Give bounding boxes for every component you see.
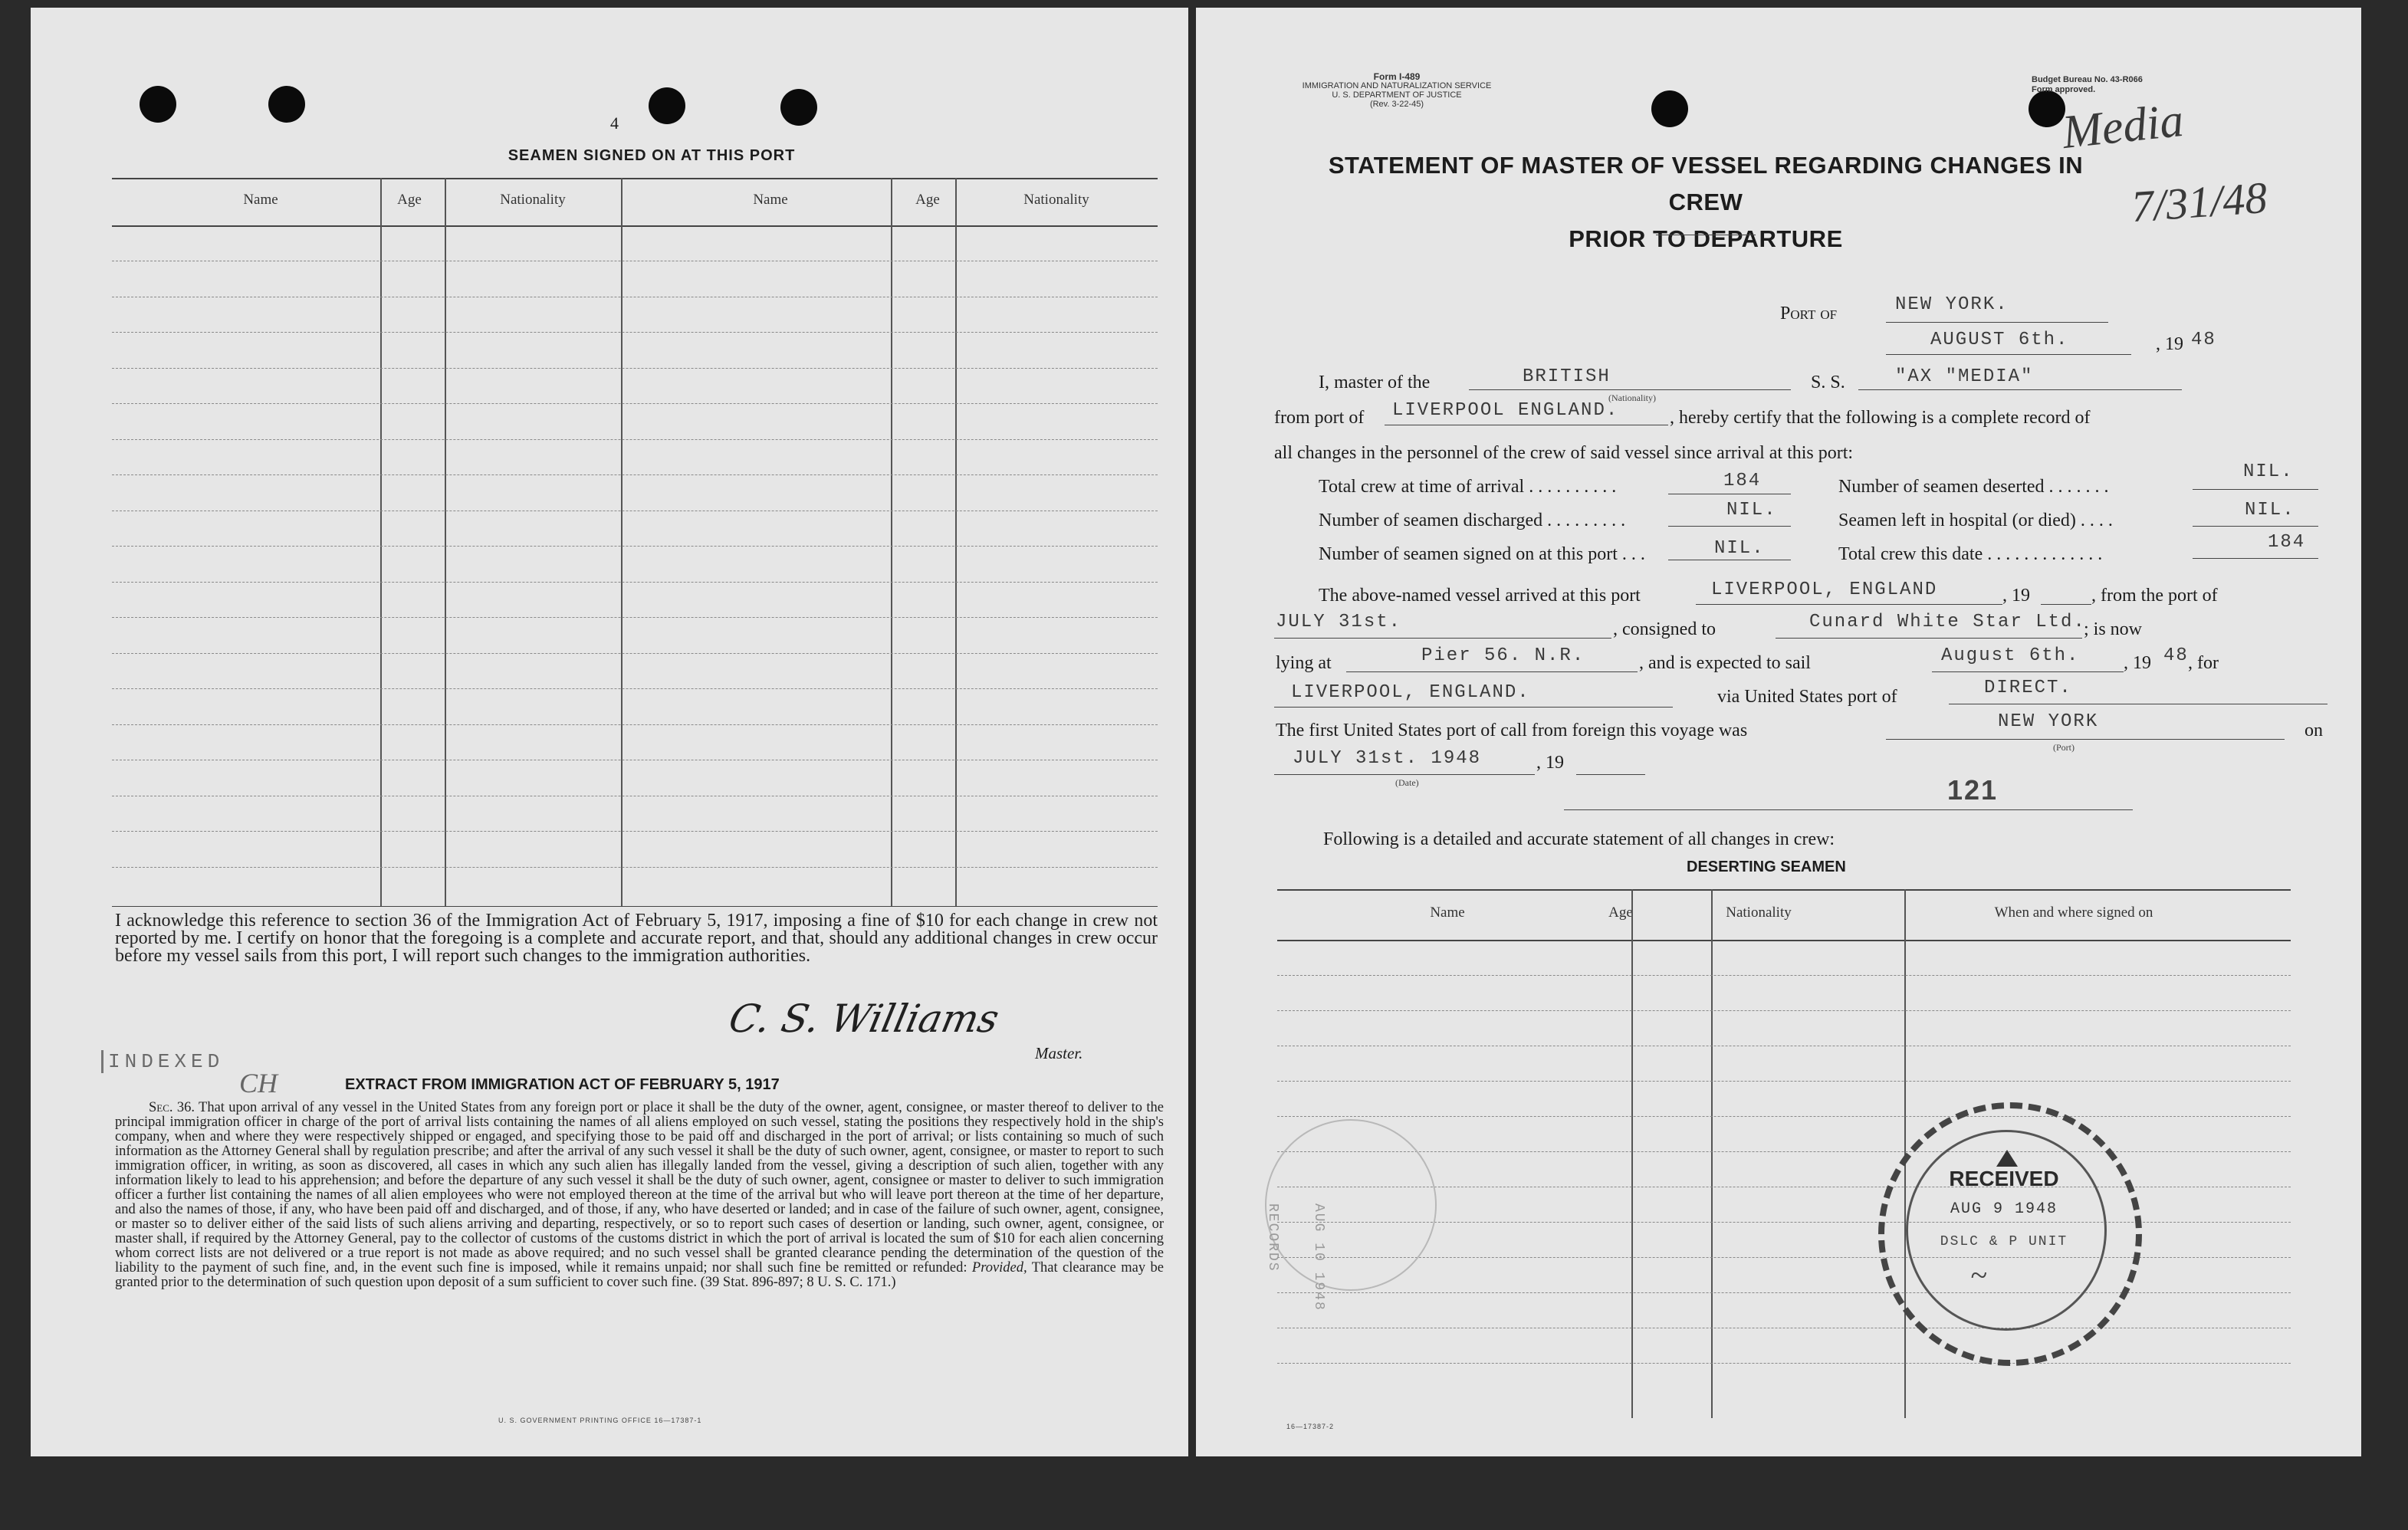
nationality-caption: (Nationality) [1608, 392, 1656, 403]
sail-year-prefix: , 19 [2124, 653, 2151, 673]
punch-hole [649, 87, 685, 124]
table-row [1277, 1363, 2291, 1364]
agency-line2: U. S. DEPARTMENT OF JUSTICE [1332, 90, 1462, 100]
col-header-name: Name [243, 192, 278, 208]
agency-line1: IMMIGRATION AND NATURALIZATION SERVICE [1302, 81, 1492, 90]
col-header-age: Age [1608, 905, 1633, 921]
hospital-value: NIL. [2245, 500, 2295, 520]
form-title [1311, 147, 2101, 258]
port-caption: (Port) [2053, 742, 2075, 753]
col-header-when-where: When and where signed on [1994, 905, 2153, 921]
deserted-label: Number of seamen deserted . . . . . . . [1838, 477, 2109, 497]
form-header [1274, 72, 1519, 109]
table-row [112, 688, 1158, 689]
table-row [112, 653, 1158, 654]
port-label: Port of [1780, 304, 1838, 323]
table-row [112, 867, 1158, 868]
col-header-age: Age [397, 192, 422, 208]
table-row [112, 724, 1158, 725]
total-crew-today-label: Total crew this date . . . . . . . . . . . . . [1838, 544, 2103, 564]
faint-stamp [1265, 1119, 1437, 1291]
table-row [112, 332, 1158, 333]
extract-lead: Sec. 36. [149, 1100, 195, 1115]
total-crew-arrival-label: Total crew at time of arrival . . . . . . . . . . [1319, 477, 1617, 497]
printing-office: U. S. GOVERNMENT PRINTING OFFICE 16—17387-1 [498, 1417, 702, 1424]
destination-value: LIVERPOOL, ENGLAND. [1291, 682, 1530, 703]
table-row [112, 368, 1158, 369]
date-value: AUGUST 6th. [1930, 330, 2069, 350]
port-value: NEW YORK. [1895, 294, 2009, 315]
col-header-nationality: Nationality [1023, 192, 1089, 208]
first-port-date: JULY 31st. 1948 [1293, 748, 1482, 769]
budget-bureau [2032, 75, 2143, 95]
table-row [1277, 1292, 2291, 1293]
deserting-title: DESERTING SEAMEN [1687, 859, 1846, 875]
deserted-value: NIL. [2243, 461, 2294, 482]
table-row [112, 617, 1158, 618]
extract-provided: Provided, [971, 1260, 1027, 1276]
printing-code: 16—17387-2 [1286, 1423, 1335, 1430]
table-row [112, 831, 1158, 832]
extract-tail: That clearance may be granted prior to the determination of such question upon deposit of a sum sufficient to cover such fine. (39 Stat. 896-897; 8 U. S. C. 171.) [115, 1260, 1164, 1290]
received-stamp-office: DSLC & P UNIT [1940, 1234, 2068, 1249]
lying-at-label: lying at [1276, 653, 1332, 673]
for-label: , for [2188, 653, 2219, 673]
from-port-label: from port of [1274, 408, 1365, 428]
received-stamp-date: AUG 9 1948 [1950, 1200, 2058, 1218]
col-header-nationality: Nationality [1726, 905, 1792, 921]
table-row [112, 439, 1158, 440]
punch-hole [780, 89, 817, 126]
sail-year-value: 48 [2163, 645, 2189, 666]
table-row [1277, 975, 2291, 976]
revision: (Rev. 3-22-45) [1369, 100, 1424, 109]
budget-line2: Form approved. [2032, 85, 2096, 94]
arrival-date: JULY 31st. [1276, 612, 1402, 632]
received-stamp-label: RECEIVED [1949, 1167, 2059, 1190]
title-line1: STATEMENT OF MASTER OF VESSEL REGARDING CHANGES IN CREW [1328, 152, 2084, 215]
left-page [31, 8, 1188, 1456]
stamped-number: 121 [1947, 774, 1999, 806]
arrived-label: The above-named vessel arrived at this port [1319, 586, 1641, 606]
signed-on-value: NIL. [1714, 538, 1765, 559]
budget-line1: Budget Bureau No. 43-R066 [2032, 75, 2143, 84]
discharged-label: Number of seamen discharged . . . . . . . . . [1319, 511, 1626, 530]
seamen-signed-title: SEAMEN SIGNED ON AT THIS PORT [508, 147, 796, 164]
first-port-label: The first United States port of call from foreign this voyage was [1276, 721, 1748, 740]
extract-title: EXTRACT FROM IMMIGRATION ACT OF FEBRUARY 5, 1917 [345, 1076, 780, 1093]
punch-hole [268, 86, 305, 123]
ship-name-value: "AX "MEDIA" [1895, 366, 2034, 387]
received-initials-scribble: ~ [1970, 1258, 1987, 1292]
nationality-value: BRITISH [1523, 366, 1611, 387]
arrow-up-icon [1996, 1150, 2018, 1167]
table-row [112, 582, 1158, 583]
col-header-nationality: Nationality [500, 192, 566, 208]
consignee-value: Cunard White Star Ltd. [1809, 612, 2086, 632]
extract-body: That upon arrival of any vessel in the United States from any foreign port or place it shall be the duty of the owner, agent, consignee, or master thereof to deliver to the principal immigration officer in charge of the port of arrival lists containing the names of all aliens employed on such vessel, stating the positions they respectively hold in the ship's company, when and where they were respectively shipped or engaged, and specifying those to be paid off and discharged in the port of arrival; or lists containing so much of such information as the Attorney General shall by regulation prescribe; and after the arrival of any such vessel it shall be the duty of such owner, agent, consignee, or master to report to such immigration officer, in writing, as soon as discovered, all cases in which any such alien has illegally landed from the vessel, giving a description of such alien, together with any information likely to lead to his apprehension; and before the departure of any such vessel it shall be the duty of such owner, agent, consignee or master to deliver to such immigration officer a further list containing the names of all alien employees who were not employed thereon at the time of the arrival but who will leave port thereon at the time of her departure, and also the names of those, if any, who have been paid off and discharged, and of those, if any, who have deserted or landed; and in case of the failure of such owner, agent, consignee, or master so to deliver either of the said lists of such aliens arriving and departing, respectively, or so to report such cases of desertion or landing, such owner, agent, consignee, or master shall, if required by the Attorney General, pay to the collector of customs of the customs district in which the port of arrival is located the sum of $10 for each alien concerning whom correct lists are not delivered or a true report is not made as above required; and no such vessel shall be granted clearance pending the determination of the question of the liability to the payment of such fine, and, in the event such fine is imposed, while it remains unpaid; nor shall such fine be remitted or refunded: [115, 1100, 1164, 1276]
from-port-of-label: , from the port of [2091, 586, 2218, 606]
certify-text2: all changes in the personnel of the crew of said vessel since arrival at this port: [1274, 443, 1854, 463]
handwritten-ship-name: Media [2059, 94, 2186, 159]
signed-on-label: Number of seamen signed on at this port . . . [1319, 544, 1645, 564]
arrived-value: LIVERPOOL, ENGLAND [1711, 579, 1938, 600]
indexed-initials: CH [239, 1068, 278, 1098]
master-of-label: I, master of the [1319, 373, 1431, 392]
signature-role: Master. [1035, 1044, 1083, 1062]
via-value: DIRECT. [1984, 678, 2072, 698]
ss-label: S. S. [1811, 373, 1845, 392]
punch-hole [1651, 90, 1688, 127]
punch-hole [140, 86, 176, 123]
table-row [112, 546, 1158, 547]
from-port-value: LIVERPOOL ENGLAND. [1392, 400, 1619, 421]
handwritten-date: 7/31/48 [2129, 172, 2269, 232]
master-signature: C. S. Williams [724, 996, 1004, 1041]
faint-stamp-text: RECORDS [1265, 1203, 1280, 1272]
certify-text: , hereby certify that the following is a complete record of [1670, 408, 2091, 428]
table-row [1277, 1081, 2291, 1082]
arrived-year: , 19 [2002, 586, 2030, 606]
acknowledgment-text: I acknowledge this reference to section 36 of the Immigration Act of February 5, 1917, imposing a fine of $10 for each change in crew not reported by me. I certify on honor that the foregoing is a complete and accurate report, and that, should any additional changes in crew occur before my vessel sails from this port, I will report such changes to the immigration authorities. [115, 911, 1158, 966]
via-label: via United States port of [1717, 687, 1897, 707]
first-port-year: , 19 [1536, 753, 1564, 773]
is-now-label: ; is now [2084, 619, 2143, 639]
date-caption: (Date) [1395, 777, 1419, 788]
total-crew-arrival-value: 184 [1723, 471, 1762, 491]
right-page [1196, 8, 2361, 1456]
col-header-age: Age [915, 192, 940, 208]
discharged-value: NIL. [1726, 500, 1777, 520]
first-port-value: NEW YORK [1998, 711, 2099, 732]
expected-to-sail-label: , and is expected to sail [1639, 653, 1811, 673]
consigned-to-label: , consigned to [1613, 619, 1716, 639]
table-row [1277, 1010, 2291, 1011]
faint-stamp-date: AUG 10 1948 [1311, 1203, 1326, 1312]
title-line2: PRIOR TO DEPARTURE [1569, 225, 1843, 252]
year-prefix: , 19 [2156, 334, 2183, 354]
total-crew-today-value: 184 [2268, 532, 2306, 553]
year-value: 48 [2191, 330, 2216, 350]
col-header-name: Name [753, 192, 788, 208]
form-number: Form I-489 [1373, 71, 1421, 82]
on-label: on [2305, 721, 2323, 740]
sail-date-value: August 6th. [1941, 645, 2080, 666]
hospital-label: Seamen left in hospital (or died) . . . . [1838, 511, 2113, 530]
table-row [112, 403, 1158, 404]
extract-text [115, 1101, 1164, 1290]
pier-value: Pier 56. N.R. [1421, 645, 1585, 666]
following-text: Following is a detailed and accurate statement of all changes in crew: [1323, 829, 1835, 849]
table-row [1277, 1151, 2291, 1152]
indexed-stamp: INDEXED [101, 1050, 224, 1073]
table-row [112, 474, 1158, 475]
col-header-name: Name [1430, 905, 1465, 921]
page-number: 4 [610, 113, 619, 133]
table-row [1277, 1116, 2291, 1117]
